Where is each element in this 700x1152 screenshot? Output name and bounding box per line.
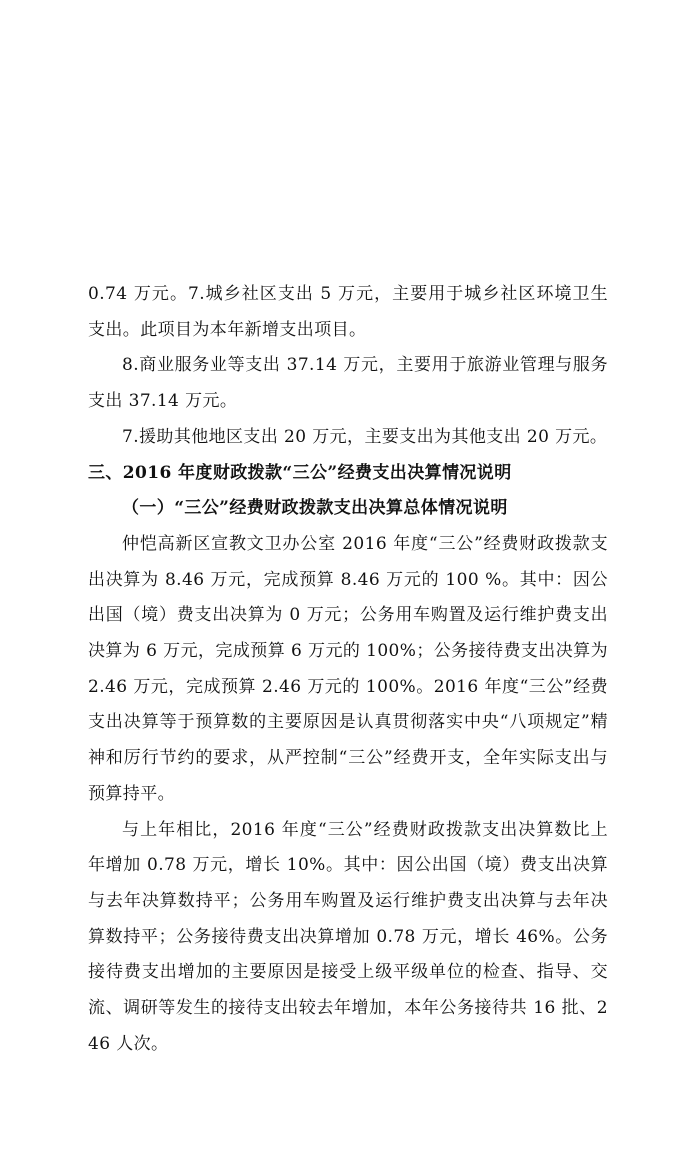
- document-body: [88, 277, 608, 1062]
- paragraph-aid-other-regions-expense: 7.援助其他地区支出 20 万元，主要支出为其他支出 20 万元。: [122, 426, 608, 447]
- section-heading-three-public: 三、2016 年度财政拨款“三公”经费支出决算情况说明: [88, 462, 512, 483]
- paragraph-year-comparison: 与上年相比，2016 年度“三公”经费财政拨款支出决算数比上年增加 0.78 万元，增长 10%。其中：因公出国（境）费支出决算与去年决算数持平；公务用车购置及运行维护费支出决算与去年决算数持平；公务接待费支出决算增加 0.78 万元，增长 46%。公务接待费支出增加的主要原因是接受上级平级单位的检查、指导、交流、调研等发生的接待支出较去年增加，本年公务接待共 16 批、246 人次。: [88, 819, 608, 1054]
- subsection-heading-overall: （一）“三公”经费财政拨款支出决算总体情况说明: [122, 498, 508, 519]
- paragraph-overall-description: 仲恺高新区宣教文卫办公室 2016 年度“三公”经费财政拨款支出决算为 8.46 万元，完成预算 8.46 万元的 100 %。其中：因公出国（境）费支出决算为 0 万元；公务用车购置及运行维护费支出决算为 6 万元，完成预算 6 万元的 100%；公务接待费支出决算为 2.46 万元，完成预算 2.46 万元的 100%。2016 年度“三公”经费支出决算等于预算数的主要原因是认真贯彻落实中央“八项规定”精神和厉行节约的要求，从严控制“三公”经费开支，全年实际支出与预算持平。: [88, 533, 608, 804]
- paragraph-commerce-service-expense: 8.商业服务业等支出 37.14 万元，主要用于旅游业管理与服务支出 37.14 万元。: [88, 355, 608, 412]
- paragraph-urban-rural-expense: 0.74 万元。7.城乡社区支出 5 万元，主要用于城乡社区环境卫生支出。此项目为本年新增支出项目。: [88, 284, 608, 340]
